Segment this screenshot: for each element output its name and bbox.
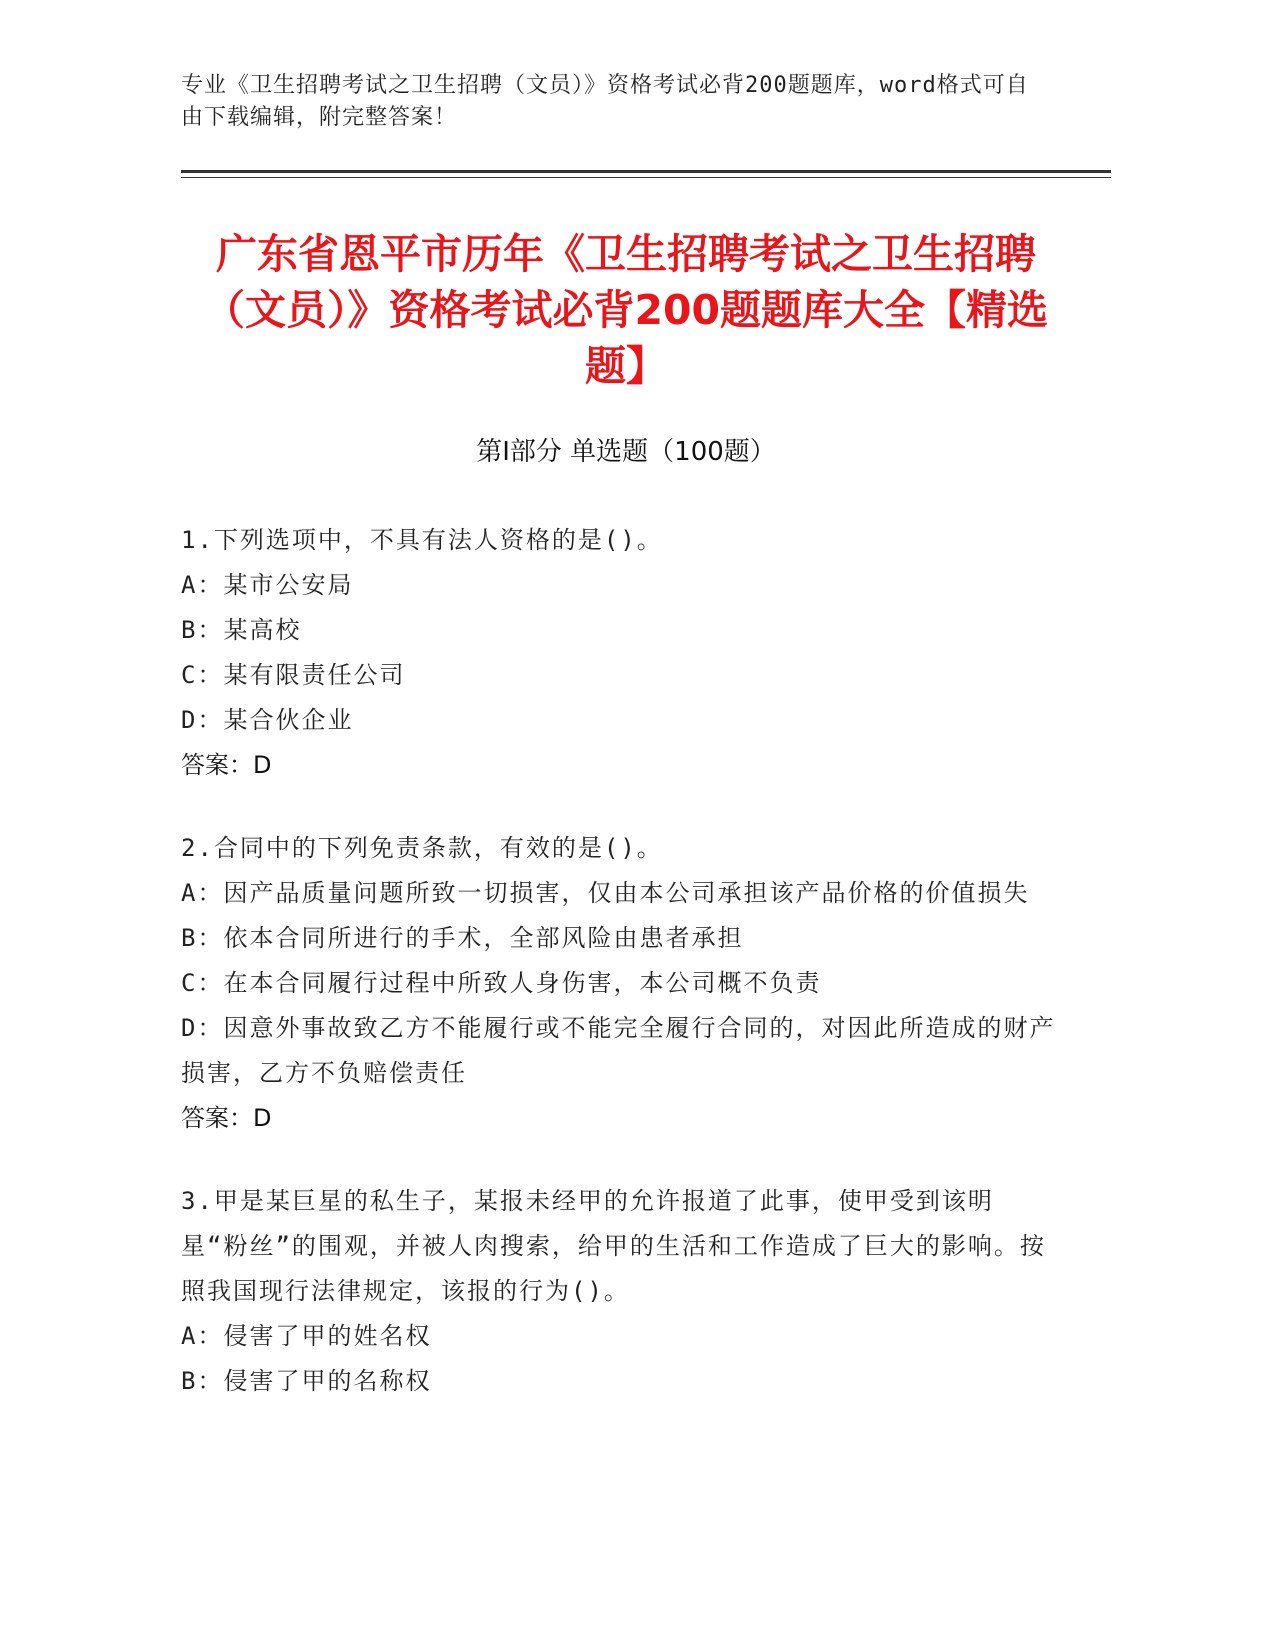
- option-c: C：某有限责任公司: [181, 661, 406, 689]
- option-a: A：因产品质量问题所致一切损害，仅由本公司承担该产品价格的价值损失: [181, 879, 1030, 907]
- question-stem: 2.合同中的下列免责条款，有效的是()。: [181, 834, 663, 862]
- option-b: B：依本合同所进行的手术，全部风险由患者承担: [181, 924, 744, 952]
- question-1: [181, 518, 1061, 788]
- option-b: B：某高校: [181, 616, 302, 644]
- answer: 答案：D: [181, 1104, 272, 1132]
- header-divider-thin: [181, 177, 1111, 178]
- header-divider-thick: [181, 170, 1111, 173]
- option-c: C：在本合同履行过程中所致人身伤害，本公司概不负责: [181, 969, 822, 997]
- question-list: [181, 518, 1061, 1442]
- question-3: [181, 1179, 1061, 1404]
- question-stem: 3.甲是某巨星的私生子，某报未经甲的允许报道了此事，使甲受到该明星“粉丝”的围观，并被人肉搜索，给甲的生活和工作造成了巨大的影响。按照我国现行法律规定，该报的行为()。: [181, 1187, 1046, 1305]
- option-b: B：侵害了甲的名称权: [181, 1367, 432, 1395]
- option-d: D：某合伙企业: [181, 706, 354, 734]
- question-stem: 1.下列选项中，不具有法人资格的是()。: [181, 526, 663, 554]
- option-a: A：侵害了甲的姓名权: [181, 1322, 432, 1350]
- option-d: D：因意外事故致乙方不能履行或不能完全履行合同的，对因此所造成的财产损害，乙方不负赔偿责任: [181, 1014, 1056, 1087]
- document-title: 广东省恩平市历年《卫生招聘考试之卫生招聘（文员）》资格考试必背200题题库大全【精选题】: [203, 230, 1049, 390]
- option-a: A：某市公安局: [181, 571, 354, 599]
- section-title: 第I部分 单选题（100题）: [476, 437, 776, 467]
- answer: 答案：D: [181, 751, 272, 779]
- question-2: [181, 826, 1061, 1141]
- header-note: 专业《卫生招聘考试之卫生招聘（文员）》资格考试必背200题题库，word格式可自由下载编辑，附完整答案！: [181, 73, 1029, 130]
